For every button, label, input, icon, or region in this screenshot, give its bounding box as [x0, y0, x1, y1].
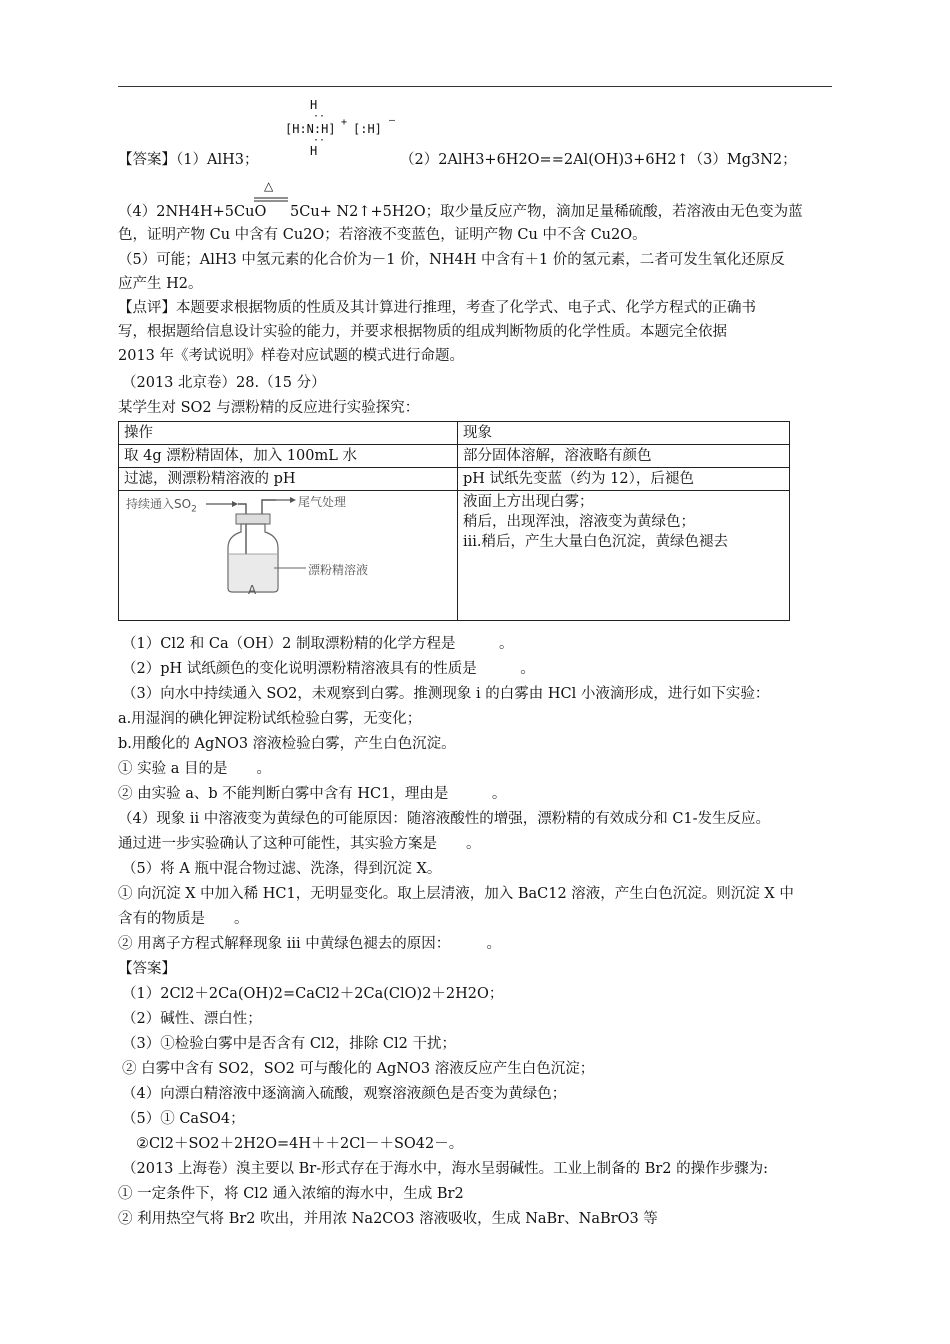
- heat-triangle: △: [264, 179, 274, 193]
- question-line: ① 实验 a 目的是 。: [118, 761, 271, 777]
- answer1-part2: （2）2AlH3+6H2O==2Al(OH)3+6H2↑（3）Mg3N2；: [400, 152, 797, 168]
- question-line: （1）Cl2 和 Ca（OH）2 制取漂粉精的化学方程是 。: [122, 636, 514, 652]
- answer1-part4-left: （4）2NH4H+5CuO: [118, 204, 267, 220]
- lewis-anion: [:H]: [353, 122, 382, 136]
- answer1-part4-cont: 色，证明产物 Cu 中含有 Cu2O；若溶液不变蓝色，证明产物 Cu 中不含 Cu2O。: [118, 227, 647, 243]
- comment-line-1: 【点评】本题要求根据物质的性质及其计算进行推理，考查了化学式、电子式、化学方程式的正确书: [118, 300, 756, 316]
- table-cell: pH 试纸先变蓝（约为 12），后褪色: [458, 468, 790, 491]
- table-row: [119, 468, 790, 491]
- header-rule: [118, 86, 832, 87]
- outlet-arrow-head: [290, 497, 296, 503]
- shanghai-step-2: ② 利用热空气将 Br2 吹出，并用浓 Na2CO3 溶液吸收，生成 NaBr、NaBrO3 等: [118, 1211, 658, 1227]
- bottle-label: A: [248, 583, 257, 597]
- comment-line-3: 2013 年《考试说明》样卷对应试题的模式进行命题。: [118, 348, 465, 364]
- question-line: 通过进一步实验确认了这种可能性，其实验方案是 。: [118, 836, 481, 852]
- lewis-top-dots: ··: [313, 111, 326, 122]
- table-head-operation: 操作: [119, 422, 458, 445]
- answer-line: （4）向漂白精溶液中逐滴滴入硫酸，观察溶液颜色是否变为黄绿色；: [122, 1086, 567, 1102]
- apparatus-diagram-cell: [119, 491, 458, 621]
- answer-line: （2）碱性、漂白性；: [122, 1011, 262, 1027]
- question-line: （3）向水中持续通入 SO2，未观察到白雾。推测现象 i 的白雾由 HCl 小液滴形成，进行如下实验：: [122, 686, 770, 702]
- lewis-bottom-h: H: [310, 144, 318, 158]
- answer1-part4-right: 5Cu+ N2↑+5H2O；取少量反应产物，滴加足量稀硫酸，若溶液由无色变为蓝: [290, 204, 803, 220]
- lewis-plus: +: [341, 117, 348, 128]
- question-line: ① 向沉淀 X 中加入稀 HC1，无明显变化。取上层清液，加入 BaC12 溶液，产生白色沉淀。则沉淀 X 中: [118, 886, 794, 902]
- answer1-part5-cont: 应产生 H2。: [118, 276, 203, 292]
- lewis-top-h: H: [310, 98, 318, 112]
- table-cell: 取 4g 漂粉精固体，加入 100mL 水: [119, 445, 458, 468]
- inlet-label: 持续通入$SO_2$: [126, 497, 197, 515]
- question-line: ② 用离子方程式解释现象 iii 中黄绿色褪去的原因： 。: [118, 936, 501, 952]
- question-line: a.用湿润的碘化钾淀粉试纸检验白雾，无变化；: [118, 711, 422, 727]
- q28-header: （2013 北京卷）28.（15 分）: [122, 375, 326, 391]
- phenomenon-item: 液面上方出现白雾；: [463, 494, 594, 510]
- question-line: （5）将 A 瓶中混合物过滤、洗涤，得到沉淀 X。: [122, 861, 442, 877]
- question-line: 含有的物质是 。: [118, 911, 249, 927]
- table-head-phenomenon: 现象: [458, 422, 790, 445]
- phenomenon-item: iii.稍后，产生大量白色沉淀，黄绿色褪去: [463, 534, 729, 550]
- answer-line: ②Cl2＋SO2＋2H2O=4H＋＋2Cl－＋SO42－。: [136, 1136, 464, 1152]
- q28-intro: 某学生对 SO2 与漂粉精的反应进行实验探究：: [118, 400, 420, 416]
- lewis-cation: [H:N:H]: [285, 122, 336, 136]
- answer-line: ② 白雾中含有 SO2，SO2 可与酸化的 AgNO3 溶液反应产生白色沉淀；: [122, 1061, 595, 1077]
- inlet-arrow-head: [232, 501, 238, 507]
- answer1-part1: 【答案】（1）AlH3；: [118, 152, 259, 168]
- table-cell: 部分固体溶解，溶液略有颜色: [458, 445, 790, 468]
- shanghai-intro: （2013 上海卷）溴主要以 Br-形式存在于海水中，海水呈弱碱性。工业上制备的 Br2 的操作步骤为:: [122, 1161, 769, 1177]
- table-header-row: [119, 422, 790, 445]
- lewis-bottom-dots: ··: [313, 135, 326, 146]
- experiment-table: [118, 421, 790, 621]
- nh4h-electron-formula: [285, 98, 405, 168]
- phenomena-cell: [458, 491, 790, 621]
- table-cell: 过滤，测漂粉精溶液的 pH: [119, 468, 458, 491]
- table-row: [119, 445, 790, 468]
- question-line: b.用酸化的 AgNO3 溶液检验白雾，产生白色沉淀。: [118, 736, 456, 752]
- bottle-stopper: [236, 514, 270, 524]
- question-line: （4）现象 ii 中溶液变为黄绿色的可能原因：随溶液酸性的增强，漂粉精的有效成分和 C1-发生反应。: [118, 811, 771, 827]
- table-row: [119, 491, 790, 621]
- answer-line: （3）①检验白雾中是否含有 Cl2，排除 Cl2 干扰；: [122, 1036, 456, 1052]
- outlet-label: 尾气处理: [298, 495, 347, 509]
- answer-line: （5）① CaSO4；: [122, 1111, 245, 1127]
- answer1-part5: （5）可能；AlH3 中氢元素的化合价为－1 价，NH4H 中含有＋1 价的氢元素，二者可发生氧化还原反: [118, 252, 785, 268]
- phenomenon-item: 稍后，出现浑浊，溶液变为黄绿色；: [463, 514, 695, 530]
- shanghai-step-1: ① 一定条件下，将 Cl2 通入浓缩的海水中，生成 Br2: [118, 1186, 464, 1202]
- comment-line-2: 写，根据题给信息设计实验的能力，并要求根据物质的组成判断物质的化学性质。本题完全依据: [118, 324, 727, 340]
- solution-label: 漂粉精溶液: [308, 563, 369, 577]
- lewis-minus: —: [389, 115, 396, 126]
- answer2-tag: 【答案】: [118, 961, 176, 977]
- answer-line: （1）2Cl2＋2Ca(OH)2=CaCl2＋2Ca(ClO)2＋2H2O；: [122, 986, 504, 1002]
- question-line: ② 由实验 a、b 不能判断白雾中含有 HC1，理由是 。: [118, 786, 507, 802]
- question-line: （2）pH 试纸颜色的变化说明漂粉精溶液具有的性质是 。: [122, 661, 535, 677]
